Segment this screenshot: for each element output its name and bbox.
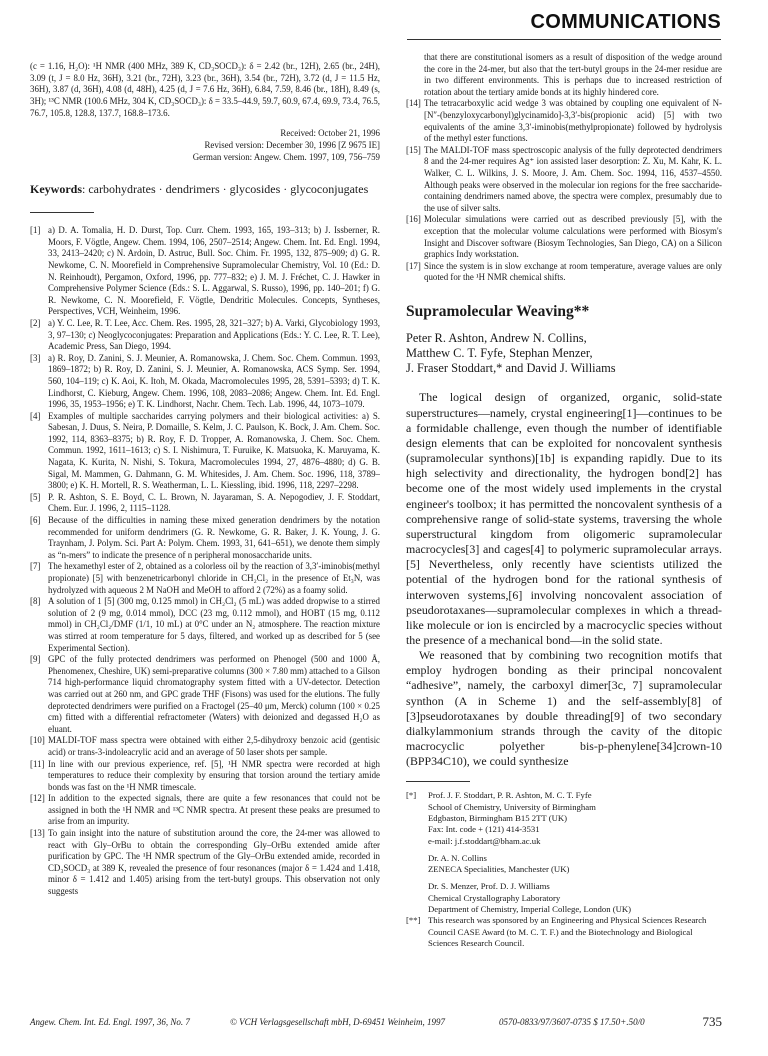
reference-text: GPC of the fully protected dendrimers was performed on Phenogel (500 and 1000 Å, Phenomenex, Cheshire, UK) semi-preparative columns (300 × 7.80 mm) attached to a Gilson 714 high-performance liquid chromatography system fitted with a UV-detector. Detection was carried out at 260 nm, and GPC grade THF (Fisons) was used for the elutions. The fully deprotected dendrimers were purified on a Fractogel (25–40 μm, Merck) column (100 × 0.25 cm) fitted with a differential refractometer (Waters) with deionized and degassed H₂O as eluant. xyxy=(48,654,380,734)
reference-text: a) Y. C. Lee, R. T. Lee, Acc. Chem. Res. 1995, 28, 321–327; b) A. Varki, Glycobiology 1993, 3, 97–130; c) Neoglycoconjugates: Preparation and Applications (Eds.: Y. C. Lee, R. T. Lee), Academic Press, San Diego, 1994. xyxy=(48,317,380,352)
reference-text: a) D. A. Tomalia, H. D. Durst, Top. Curr. Chem. 1993, 165, 193–313; b) J. Issberner, R. Moors, F. Vögtle, Angew. Chem. 1994, 106, 2507–2514; Angew. Chem. Int. Ed. Engl. 1994, 33, 2413–2420; c) N. Ardoin, D. Astruc, Bull. Soc. Chim. Fr. 1995, 132, 875–909; d) G. R. Newkome, C. N. Moorefield in Comprehensive Supramolecular Chemistry, Vol. 10 (Ed.: D. N. Reinhoudt), Pergamon, Oxford, 1996, pp. 777–832; e) J. M. J. Fréchet, C. J. Hawker in Comprehensive Polymer Science (Eds.: S. L. Aggarwal, S. Russo), 1996, pp. 140–201; f) G. R. Newkome, C. N. Moorefield, F. Vögtle, Dendritic Molecules. Concepts, Syntheses, Perspectives, VCH, Weinheim, 1996. xyxy=(48,225,380,317)
revised-line: Revised version: December 30, 1996 [Z 9675 IE] xyxy=(204,140,380,150)
nmr-continuation: (c = 1.16, H₂O): ¹H NMR (400 MHz, 389 K, CD₃SOCD₃): δ = 2.42 (br., 12H), 2.65 (br., 24H), 3.09 (t, J = 8.0 Hz, 36H), 3.21 (br., 72H), 3.23 (br., 36H), 3.54 (br., 72H), 3.72 (d, J = 11.5 Hz, 36H), 3.87 (d, 36H), 4.08 (d, 48H), 4.25 (d, J = 7.6 Hz, 36H), 6.84, 7.59, 8.46 (br., 18H), 8.49 (s, 3H); ¹³C NMR (100.6 MHz, 304 K, CD₃SOCD₃): δ = 33.5–44.9, 59.7, 60.9, 67.4, 69.9, 73.4, 76.5, 76.7, 105.8, 128.8, 137.7, 168.8–173.6. xyxy=(30,60,380,118)
footnote-line: Prof. J. F. Stoddart, P. R. Ashton, M. C. T. Fyfe xyxy=(428,790,592,801)
received-line: Received: October 21, 1996 xyxy=(280,128,380,139)
references-rule xyxy=(30,212,94,213)
journal-citation: Angew. Chem. Int. Ed. Engl. 1997, 36, No. 7 xyxy=(30,1017,190,1027)
reference-item xyxy=(30,735,380,758)
footnote-line: e-mail: j.f.stoddart@bham.ac.uk xyxy=(428,835,541,846)
footnote-line: ZENECA Specialities, Manchester (UK) xyxy=(428,864,570,875)
reference-number: [7] xyxy=(30,561,41,572)
reference-text: Since the system is in slow exchange at room temperature, average values are only quoted for the ¹H NMR chemical shifts. xyxy=(424,260,722,283)
footnote-rule xyxy=(406,781,470,782)
reference-text: that there are constitutional isomers as a result of disposition of the wedge around the core in the 24-mer, but also that the tert-butyl groups in the 24-mer residue are in two different environments. This is perhaps due to increased restriction of rotation about the tertiary amide bonds at its highly hindered core. xyxy=(424,52,722,97)
reference-text: The hexamethyl ester of 2, obtained as a colorless oil by the reaction of 3,3′-iminobis(methyl propionate) [5] with benzenetricarbonyl chloride in CH₂Cl₂ in the presence of Et₃N, was hydrolyzed with aqueous 2 M NaOH and MeOH to afford 2 (72%) as a foamy solid. xyxy=(48,561,380,595)
footnote-line: Dr. A. N. Collins xyxy=(428,852,487,863)
received-dates xyxy=(30,128,380,163)
reference-text: Examples of multiple saccharides carrying polymers and their biological activities: a) S. Sabesan, J. Duus, S. Neira, P. Domaille, S. Kelm, J. C. Paulson, K. Bock, J. Am. Chem. Soc. 1992, 114, 8363–8375; b) R. Roy, F. D. Tropper, A. Romanowska, J. Chem. Soc. Chem. Commun. 1992, 1611–1613; c) S. I. Nishimura, T. Furuike, K. Matsuoka, K. Maruyama, K. Nagata, K. Kurita, N. Nishi, S. Tokura, Macromolecules 1994, 27, 4876–4880; d) G. B. Sigal, M. Mammen, G. Dahmann, G. M. Whitesides, J. Am. Chem. Soc. 1996, 118, 3789–3800; e) K. H. Mortell, R. S. Weatherman, L. L. Kiessling, ibid. 1996, 118, 2297–2298. xyxy=(48,410,380,491)
reference-number: [17] xyxy=(406,260,421,271)
funding-text: This research was sponsored by an Engineering and Physical Sciences Research Council CASE Award (to M. C. T. F.) and the Biotechnology and Biological Sciences Research Council. xyxy=(428,915,707,948)
footnote-line: Fax: Int. code + (121) 414-3531 xyxy=(428,824,540,835)
footnote-mark: [*] xyxy=(406,790,417,801)
keywords-list: : carbohydrates · dendrimers · glycosides · glycoconjugates xyxy=(82,182,369,197)
reference-text: The MALDI-TOF mass spectroscopic analysis of the fully deprotected dendrimers 8 and the 24-mer requires Ag⁺ ion assisted laser desorption: Z. Xu, M. Kahr, K. L. Walker, C. L. Wilkins, J. S. Moore, J. Am. Chem. Soc. 1994, 116, 4537–4550. Although peaks were observed in the molecular ion regions for the free saccharide-containing dendrimers named above, the spectra were complex, presumably due to the use of silver salts. xyxy=(424,144,722,213)
reference-text: MALDI-TOF mass spectra were obtained with either 2,5-dihydroxy benzoic acid (gentisic acid) or trans-3-indoleacrylic acid and an average of 50 laser shots per sample. xyxy=(48,735,380,757)
reference-text: A solution of 1 [5] (300 mg, 0.125 mmol) in CH₂Cl₂ (5 mL) was added dropwise to a stirred solution of 2 (9 mg, 0.014 mmol), DCC (23 mg, 0.112 mmol), and HOBT (15 mg, 0.112 mmol) in CH₂Cl₂/DMF (1/1, 10 mL) at 0°C under an N₂ atmosphere. The reaction mixture was stirred at room temperature for 5 days, filtered, and worked up as described for 5 (see Experimental Section). xyxy=(48,596,380,653)
page-number: 735 xyxy=(702,1014,722,1029)
reference-item xyxy=(406,214,722,260)
reference-number: [14] xyxy=(406,98,421,109)
authors-line-1: Peter R. Ashton, Andrew N. Collins, xyxy=(406,330,587,345)
reference-item xyxy=(406,98,722,144)
article-title: Supramolecular Weaving** xyxy=(406,302,590,320)
authors-line-2: Matthew C. T. Fyfe, Stephan Menzer, xyxy=(406,346,593,361)
reference-item xyxy=(30,318,380,353)
reference-text: To gain insight into the nature of substitution around the core, the 24-mer was allowed to react with Gly–OrBu to obtain the corresponding Gly–OrBu extended amide after purification by GPC. The ¹H NMR spectrum of the Gly–OrBu extended amide, recorded in CD₃SOCD₃ at 389 K, revealed the presence of four resonances (major δ = 1.424 and 1.418, minor δ = 1.412 and 1.405) arising from the tert-butyl groups. This observation not only suggests xyxy=(48,828,380,897)
reference-item xyxy=(30,411,380,492)
body-paragraph-1: The logical design of organized, organic, solid-state superstructures—namely, crystal engineering[1]—continues to be a formidable challenge, even though the number of identifiable design elements that can be exploited for noncovalent synthesis (supramolecular synthons)[1b] is expanding rapidly. Due to its high selectivity and directionality, the hydrogen bond[2] has become one of the most widely used implements in the crystal engineer's toolbox; it has permitted the noncovalent synthesis of a comprehensive range of solid-state systems, traversing the whole superstructural kingdom from oligomeric supramolecular macrocycles[3] and cages[4] to polymeric supramolecular arrays.[5] Nevertheless, only recently have scientists utilized the potential of the hydrogen bond for the rational synthesis of interwoven systems,[6] involving noncovalent association of pseudorotaxanes—supramolecular complexes in which a thread-like molecule or ion is encircled by a macrocyclic species without the presence of a mechanical bond—in the solid state. xyxy=(406,390,722,647)
footnote-mark: [**] xyxy=(406,915,421,926)
reference-number: [13] xyxy=(30,828,45,839)
reference-item xyxy=(30,793,380,828)
footnote-line: Department of Chemistry, Imperial College, London (UK) xyxy=(428,904,632,915)
footnote-line: Dr. S. Menzer, Prof. D. J. Williams xyxy=(428,881,550,892)
reference-number: [11] xyxy=(30,758,45,769)
reference-number: [10] xyxy=(30,735,45,746)
reference-item xyxy=(406,52,722,98)
reference-item xyxy=(30,828,380,898)
reference-item xyxy=(30,561,380,596)
right-column xyxy=(406,52,722,949)
reference-number: [1] xyxy=(30,225,41,236)
reference-text: In line with our previous experience, ref. [5], ¹H NMR spectra were recorded at high temperatures to reduce their complexity by ensuring that torsion around the tertiary amide bonds was fast on the ¹H NMR timescale. xyxy=(48,758,380,792)
reference-text: In addition to the expected signals, there are quite a few resonances that could not be assigned in both the ¹H NMR and ¹³C NMR spectra. At present these peaks are presumed to arise from an impurity. xyxy=(48,793,380,827)
reference-item xyxy=(406,261,722,284)
footnote-line: Edgbaston, Birmingham B15 2TT (UK) xyxy=(428,812,568,823)
reference-text: Molecular simulations were carried out as described previously [5], with the exception that the molecular volume calculations were performed with Biosym's Insight and Discover software (Biosym Technologies, San Diego, CA) on a Silicon graphics Indy workstation. xyxy=(424,214,722,260)
reference-number: [6] xyxy=(30,515,41,526)
section-header: COMMUNICATIONS xyxy=(530,11,721,33)
authors-line-3: J. Fraser Stoddart,* and David J. Williams xyxy=(406,361,616,376)
reference-text: The tetracarboxylic acid wedge 3 was obtained by coupling one equivalent of N-[N″-(benzyloxycarbonyl)glycinamido]-3,3′-bis(propionic acid) [5] with two equivalents of the amine 3,3′-iminobis(methylpropionate) followed by hydrolysis of the methyl ester functions. xyxy=(424,98,722,144)
reference-number: [12] xyxy=(30,793,45,804)
keywords xyxy=(30,182,380,197)
reference-number: [9] xyxy=(30,654,41,665)
references-list-left xyxy=(30,225,380,897)
footnote-line: Chemical Crystallography Laboratory xyxy=(428,892,561,903)
affiliation-birmingham xyxy=(428,790,722,846)
reference-number: [4] xyxy=(30,410,41,421)
footnote-affiliations xyxy=(406,790,722,915)
reference-text: Because of the difficulties in naming these mixed generation dendrimers by the notation recommended for uniform dendrimers (G. R. Newkome, G. R. Baker, J. K. Young, J. G. Traynham, J. Polym. Sci. Part A: Polym. Chem. 1993, 31, 641–651), we denote them simply as “n-mers” to indicate the presence of n peripheral monosaccharide units. xyxy=(48,515,380,560)
left-column xyxy=(30,52,380,898)
affiliation-zeneca xyxy=(428,853,722,876)
reference-item xyxy=(30,759,380,794)
reference-item xyxy=(30,225,380,318)
references-list-right xyxy=(406,52,722,284)
reference-item xyxy=(30,596,380,654)
footnotes xyxy=(406,790,722,949)
reference-text: P. R. Ashton, S. E. Boyd, C. L. Brown, N. Jayaraman, S. A. Nepogodiev, J. F. Stoddart, Chem. Eur. J. 1996, 2, 1115–1128. xyxy=(48,491,380,514)
reference-number: [15] xyxy=(406,144,421,155)
issn-line: 0570-0833/97/3607-0735 $ 17.50+.50/0 xyxy=(499,1017,645,1027)
reference-item xyxy=(30,492,380,515)
reference-number: [3] xyxy=(30,352,41,363)
body-paragraph-2: We reasoned that by combining two recognition motifs that employ hydrogen bonding as their principal noncovalent “adhesive”, namely, the carboxyl dimer[3c, 7] supramolecular synthon (A in Scheme 1) and the self-assembly[8] of [3]pseudorotaxanes by double threading[9] of two secondary dialkylammonium strands through the cavity of the ditopic macrocyclic polyether bis-p-phenylene[34]crown-10 (BPP34C10), we could synthesize xyxy=(406,648,722,769)
reference-text: a) R. Roy, D. Zanini, S. J. Meunier, A. Romanowska, J. Chem. Soc. Chem. Commun. 1993, 1869–1872; b) R. Roy, D. Zanini, S. J. Meunier, A. Romanowska, ACS Symp. Ser. 1994, 560, 104–119; c) K. Aoi, K. Itoh, M. Okada, Macromolecules 1995, 28, 5391–5393; d) T. K. Lindhorst, C. Kieburg, Angew. Chem. 1996, 108, 2083–2086; Angew. Chem. Int. Ed. Engl. 1996, 35, 1953–1956; e) T. K. Lindhorst, Nachr. Chem. Tech. Lab. 1996, 44, 1073–1079. xyxy=(48,352,380,410)
publisher-line: © VCH Verlagsgesellschaft mbH, D-69451 Weinheim, 1997 xyxy=(230,1017,445,1027)
affiliation-imperial xyxy=(428,881,722,915)
article-authors xyxy=(406,331,722,377)
reference-item xyxy=(30,353,380,411)
reference-item xyxy=(30,654,380,735)
german-version-line: German version: Angew. Chem. 1997, 109, 756–759 xyxy=(192,151,380,162)
reference-number: [16] xyxy=(406,214,421,225)
reference-number: [5] xyxy=(30,491,41,502)
keywords-label: Keywords xyxy=(30,182,82,197)
reference-item xyxy=(406,145,722,215)
reference-item xyxy=(30,515,380,561)
reference-number: [8] xyxy=(30,596,41,607)
header-rule xyxy=(407,39,721,40)
footnote-funding xyxy=(406,915,722,949)
footnote-line: School of Chemistry, University of Birmingham xyxy=(428,801,596,812)
reference-number: [2] xyxy=(30,317,41,328)
